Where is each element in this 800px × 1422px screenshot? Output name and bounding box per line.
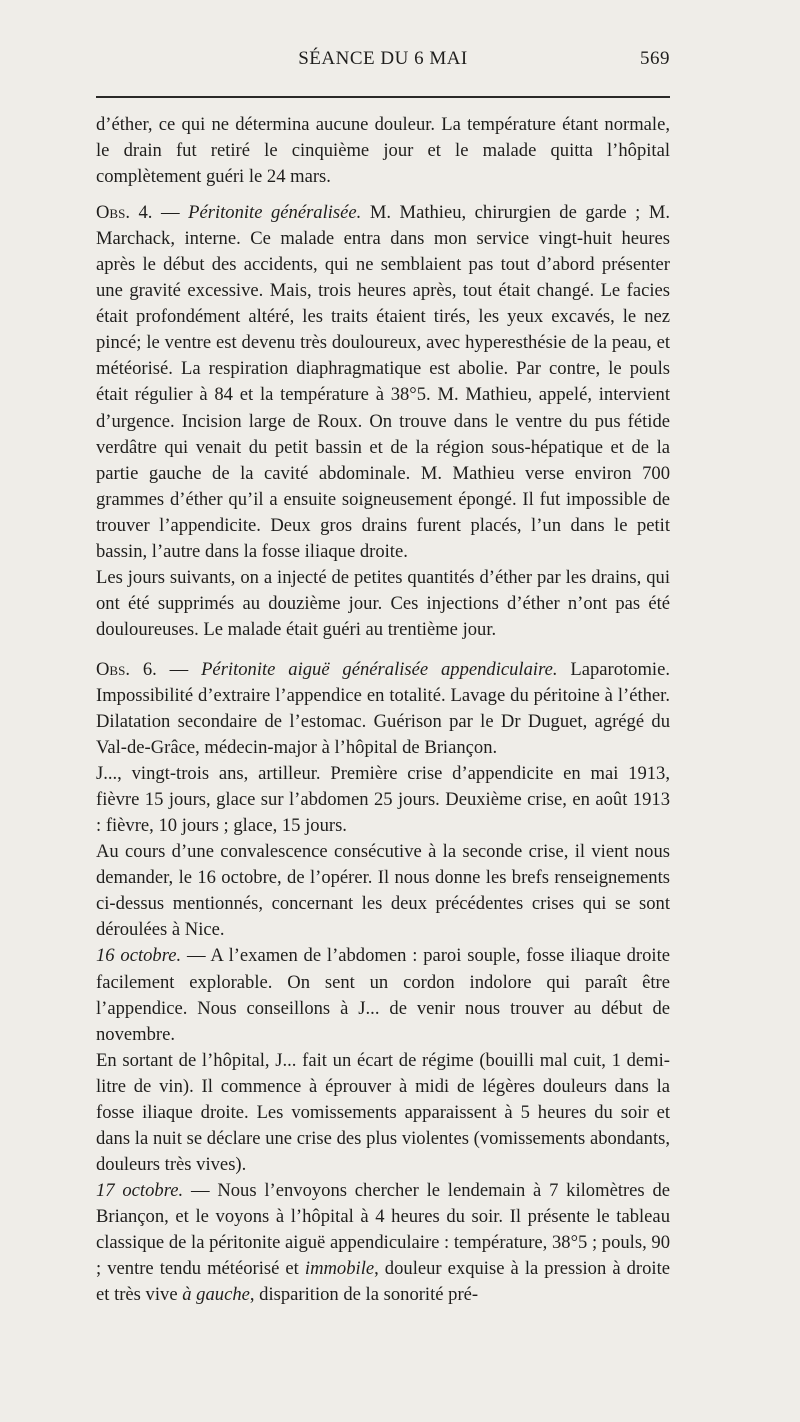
running-title: SÉANCE DU 6 MAI (298, 48, 468, 69)
paragraph-text: J..., vingt-trois ans, artilleur. Première crise d’appendicite en mai 1913, fièvre 15 jours, glace sur l’abdomen 25 jours. Deuxième crise, en août 1913 : fièvre, 10 jours ; glace, 15 jours. (96, 763, 670, 837)
page-number: 569 (640, 48, 670, 69)
paragraph-text: , disparition de la sonorité pré- (249, 1284, 479, 1306)
paragraph-leaving-hospital (96, 1048, 670, 1178)
paragraph-17-octobre (96, 1178, 670, 1308)
paragraph-text: — A l’examen de l’abdomen : paroi souple, fosse iliaque droite facilement explorable. On sent un cordon indolore qui paraît être l’appendice. Nous conseillons à J... de venir nous trouver au début de novembre. (96, 945, 671, 1045)
paragraph-text: M. Mathieu, chirurgien de garde ; M. Marchack, interne. Ce malade entra dans mon service vingt-huit heures après le début des accidents, qui ne semblaient pas tout d’abord présenter une gravité excessive. Mais, trois heures après, tout était changé. Le facies était profondément altéré, les traits étaient tirés, les yeux excavés, le nez pincé; le ventre est devenu très douloureux, avec hyperesthésie de la peau, et météorisé. La respiration diaphragmatique est abolie. Par contre, le pouls était régulier à 84 et la température à 38°5. M. Mathieu, appelé, intervient d’urgence. Incision large de Roux. On trouve dans le ventre du pus fétide verdâtre qui venait du petit bassin et de la région sous-hépatique et de la partie gauche de la cavité abdominale. M. Mathieu verse environ 700 grammes d’éther qu’il a ensuite soigneusement épongé. Il fut impossible de trouver l’appendicite. Deux gros drains furent placés, l’un dans le petit bassin, l’autre dans la fosse iliaque droite. (96, 202, 671, 562)
date-label: 17 octobre. (96, 1179, 184, 1201)
paragraph-obs-4 (96, 200, 670, 565)
header-rule (96, 96, 670, 98)
paragraph-convalescence (96, 839, 670, 943)
paragraph-16-octobre (96, 943, 670, 1047)
italic-word: immobile (304, 1258, 375, 1280)
observation-title: Péritonite généralisée. (188, 202, 362, 224)
observation-label: Obs. 6. (96, 658, 157, 680)
paragraph-text: Les jours suivants, on a injecté de petites quantités d’éther par les drains, qui ont été supprimés au douzième jour. Ces injections d’éther n’ont pas été douloureuses. Le malade était guéri au trentième jour. (96, 566, 670, 640)
running-head (96, 48, 670, 72)
paragraph-text: Au cours d’une convalescence consécutive à la seconde crise, il vient nous demander, le 16 octobre, de l’opérer. Il nous donne les brefs renseignements ci-dessus mentionnés, concernant les deux précédentes crises qui se sont déroulées à Nice. (96, 841, 670, 941)
paragraph-text: , douleur exquise à la pression à droite et très vive (96, 1258, 670, 1306)
observation-label: Obs. 4. (96, 202, 153, 224)
paragraph-text: — Nous l’envoyons chercher le lendemain à 7 kilomètres de Briançon, et le voyons à l’hôpital à 4 heures du soir. Il présente le tableau classique de la péritonite aiguë appendiculaire : température, 38°5 ; pouls, 90 ; ventre tendu météorisé et (96, 1179, 671, 1280)
paragraph-text: En sortant de l’hôpital, J... fait un écart de régime (bouilli mal cuit, 1 demi-litre de vin). Il commence à éprouver à midi de légères douleurs dans la fosse iliaque droite. Les vomissements apparaissent à 5 heures du soir et dans la nuit se déclare une crise des plus violentes (vomissements abondants, douleurs très vives). (96, 1049, 670, 1175)
body-text (96, 112, 670, 1308)
em-dash: — (156, 658, 202, 680)
em-dash: — (152, 202, 189, 224)
observation-title: Péritonite aiguë généralisée appendiculaire. (201, 658, 558, 680)
italic-word: à gauche (182, 1284, 250, 1306)
paragraph-text: Laparotomie. Impossibilité d’extraire l’appendice en totalité. Lavage du péritoine à l’éther. Dilatation secondaire de l’estomac. Guérison par le Dr Duguet, agrégé du Val-de-Grâce, médecin-major à l’hôpital de Briançon. (96, 658, 671, 759)
paragraph-following-days (96, 565, 670, 643)
paragraph-obs-6 (96, 657, 670, 761)
paragraph-patient-history (96, 761, 670, 839)
paragraph-text: d’éther, ce qui ne détermina aucune douleur. La température étant normale, le drain fut retiré le cinquième jour et le malade quitta l’hôpital complètement guéri le 24 mars. (96, 114, 670, 188)
paragraph-continuation (96, 112, 670, 190)
date-label: 16 octobre. (96, 945, 182, 967)
